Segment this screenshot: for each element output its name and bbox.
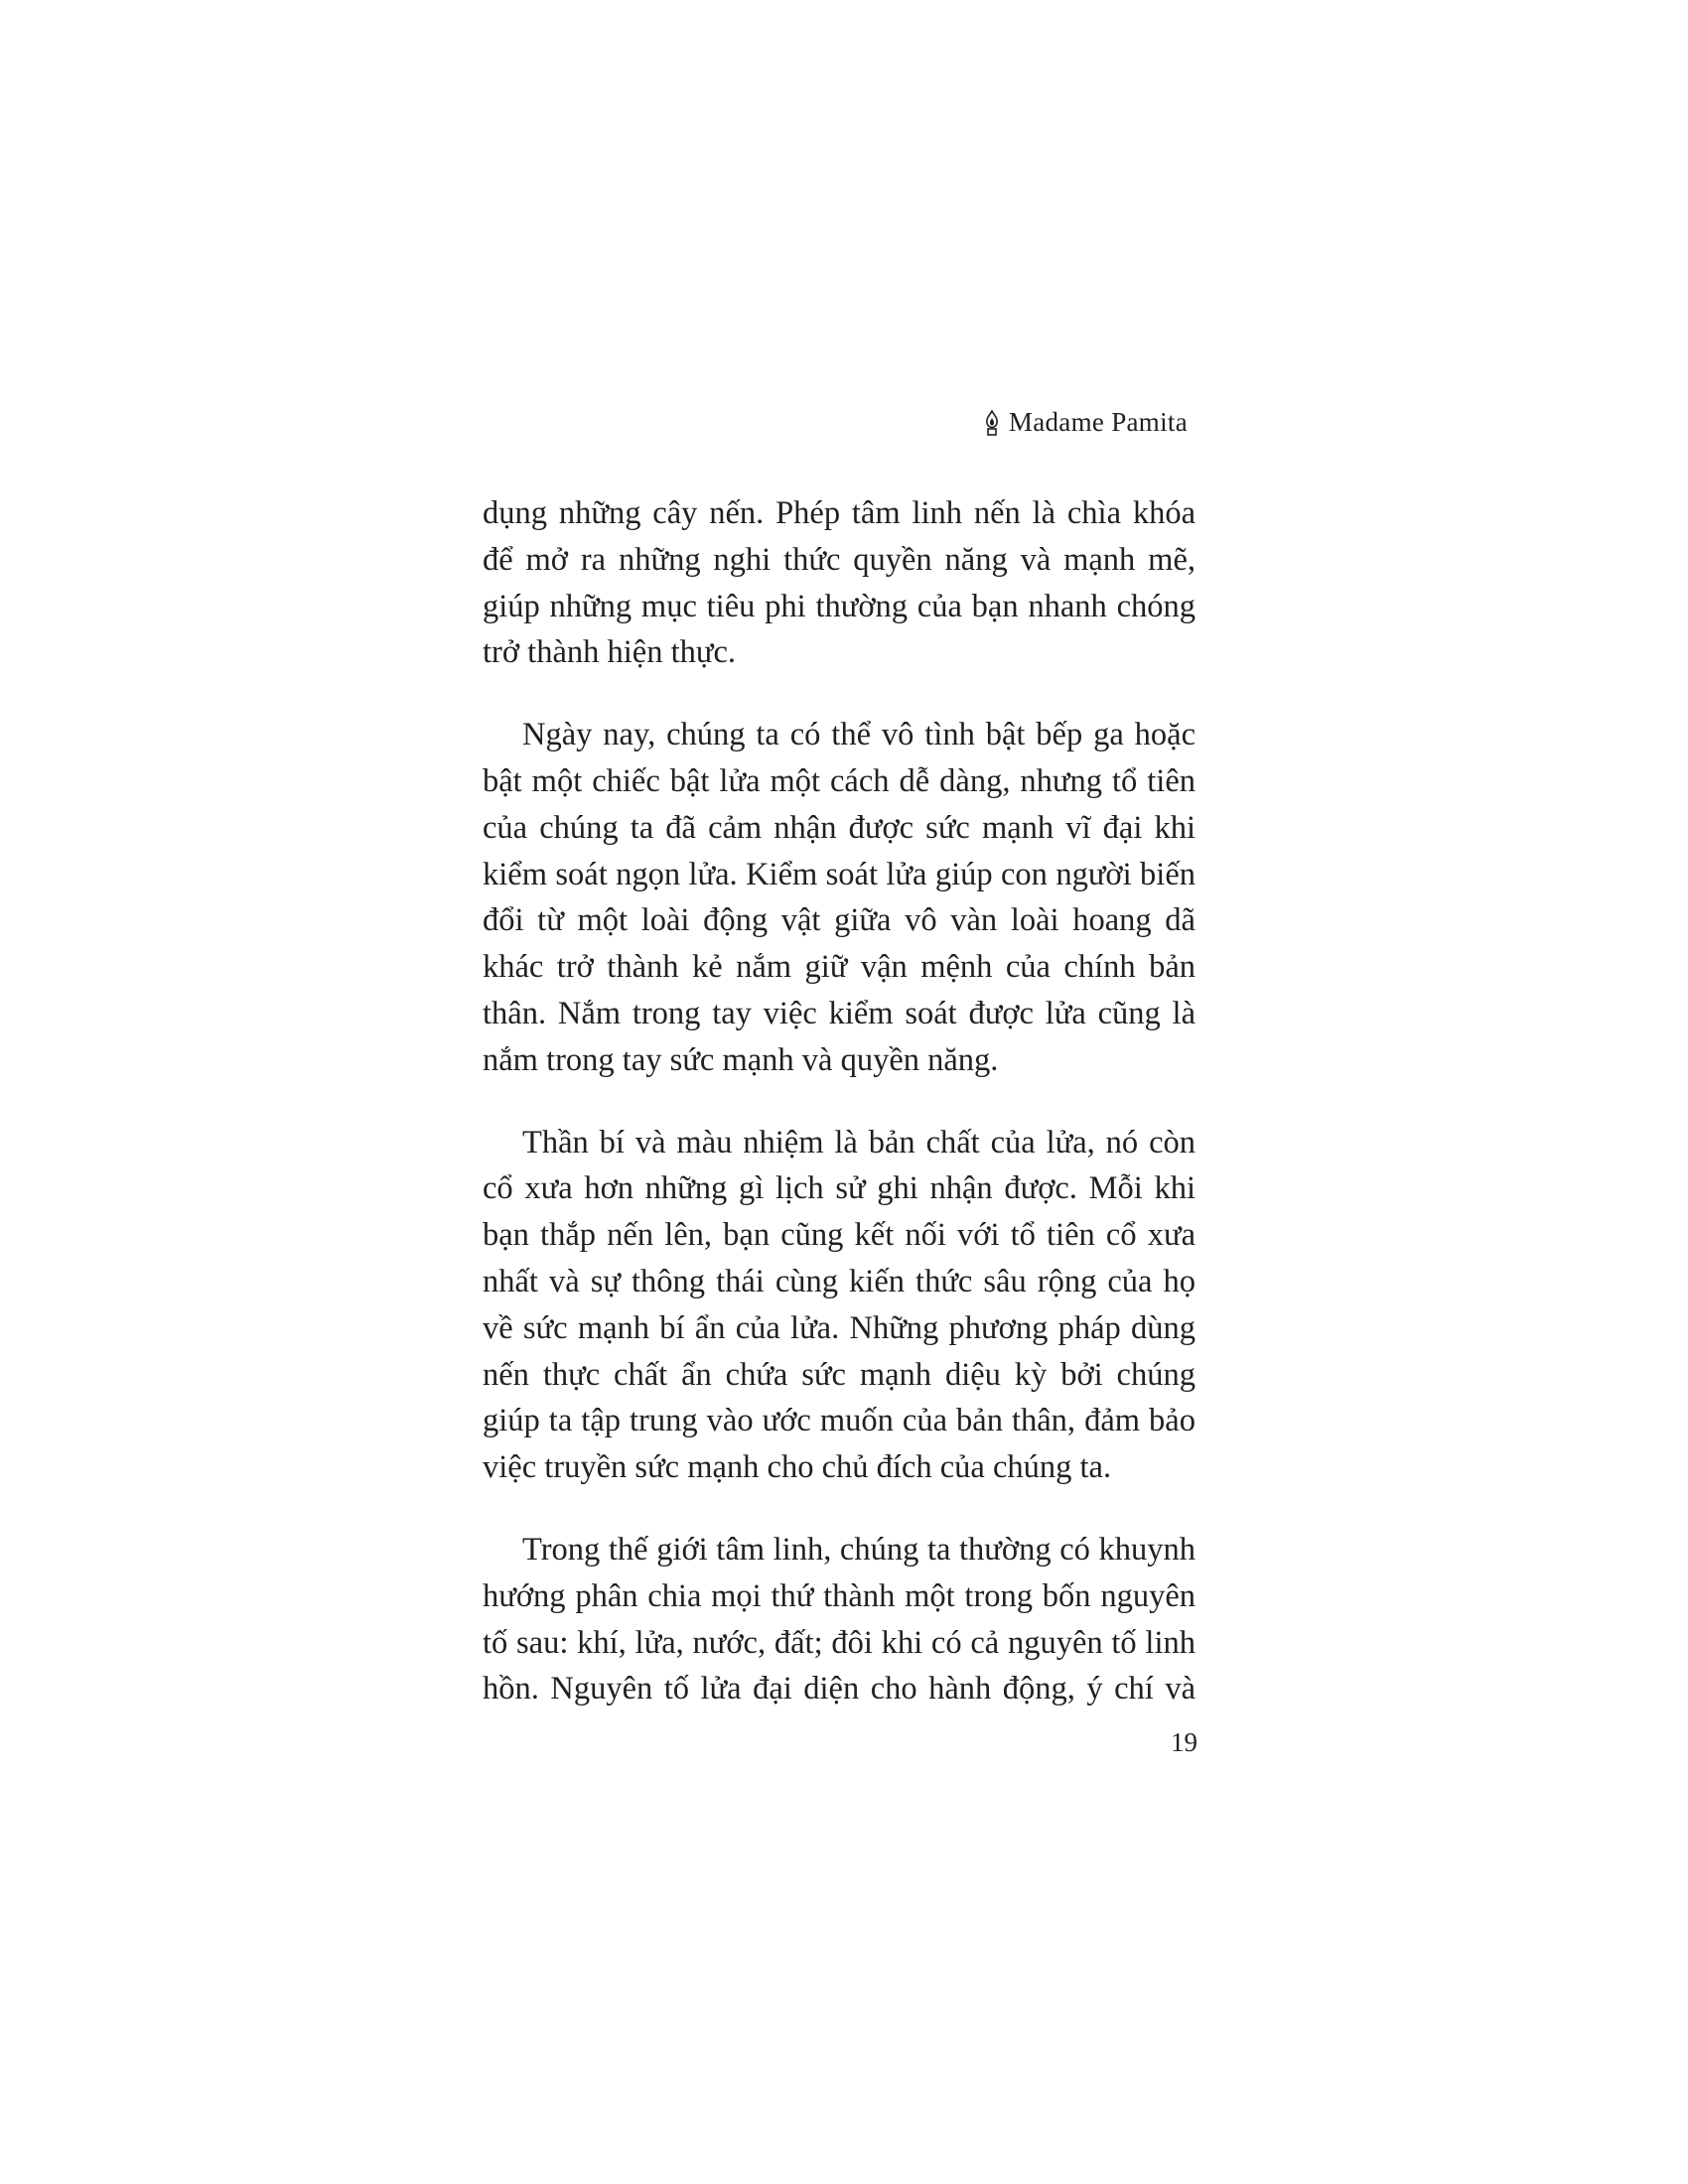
paragraph: Ngày nay, chúng ta có thể vô tình bật bếp ga hoặc bật một chiếc bật lửa một cách dễ dàng, nhưng tổ tiên của chúng ta đã cảm nhận được sức mạnh vĩ đại khi kiểm soát ngọn lửa. Kiểm soát lửa giúp con người biến đổi từ một loài động vật giữa vô vàn loài hoang dã khác trở thành kẻ nắm giữ vận mệnh của chính bản thân. Nắm trong tay việc kiểm soát được lửa cũng là nắm trong tay sức mạnh và quyền năng. — [483, 717, 1196, 1078]
running-head — [983, 407, 1188, 438]
paragraph: dụng những cây nến. Phép tâm linh nến là chìa khóa để mở ra những nghi thức quyền năng và mạnh mẽ, giúp những mục tiêu phi thường của bạn nhanh chóng trở thành hiện thực. — [483, 495, 1196, 671]
body-text — [483, 490, 1196, 1748]
running-title: Madame Pamita — [1008, 407, 1188, 437]
paragraph: Thần bí và màu nhiệm là bản chất của lửa, nó còn cổ xưa hơn những gì lịch sử ghi nhận được. Mỗi khi bạn thắp nến lên, bạn cũng kết nối với tổ tiên cổ xưa nhất và sự thông thái cùng kiến thức sâu rộng của họ về sức mạnh bí ẩn của lửa. Những phương pháp dùng nến thực chất ẩn chứa sức mạnh diệu kỳ bởi chúng giúp ta tập trung vào ước muốn của bản thân, đảm bảo việc truyền sức mạnh cho chủ đích của chúng ta. — [483, 1124, 1196, 1486]
page-number: 19 — [1171, 1727, 1197, 1757]
flame-icon — [983, 410, 1001, 436]
paragraph: Trong thế giới tâm linh, chúng ta thường có khuynh hướng phân chia mọi thứ thành một trong bốn nguyên tố sau: khí, lửa, nước, đất; đôi khi có cả nguyên tố linh hồn. Nguyên tố lửa đại diện cho hành động, ý chí và — [483, 1531, 1196, 1707]
